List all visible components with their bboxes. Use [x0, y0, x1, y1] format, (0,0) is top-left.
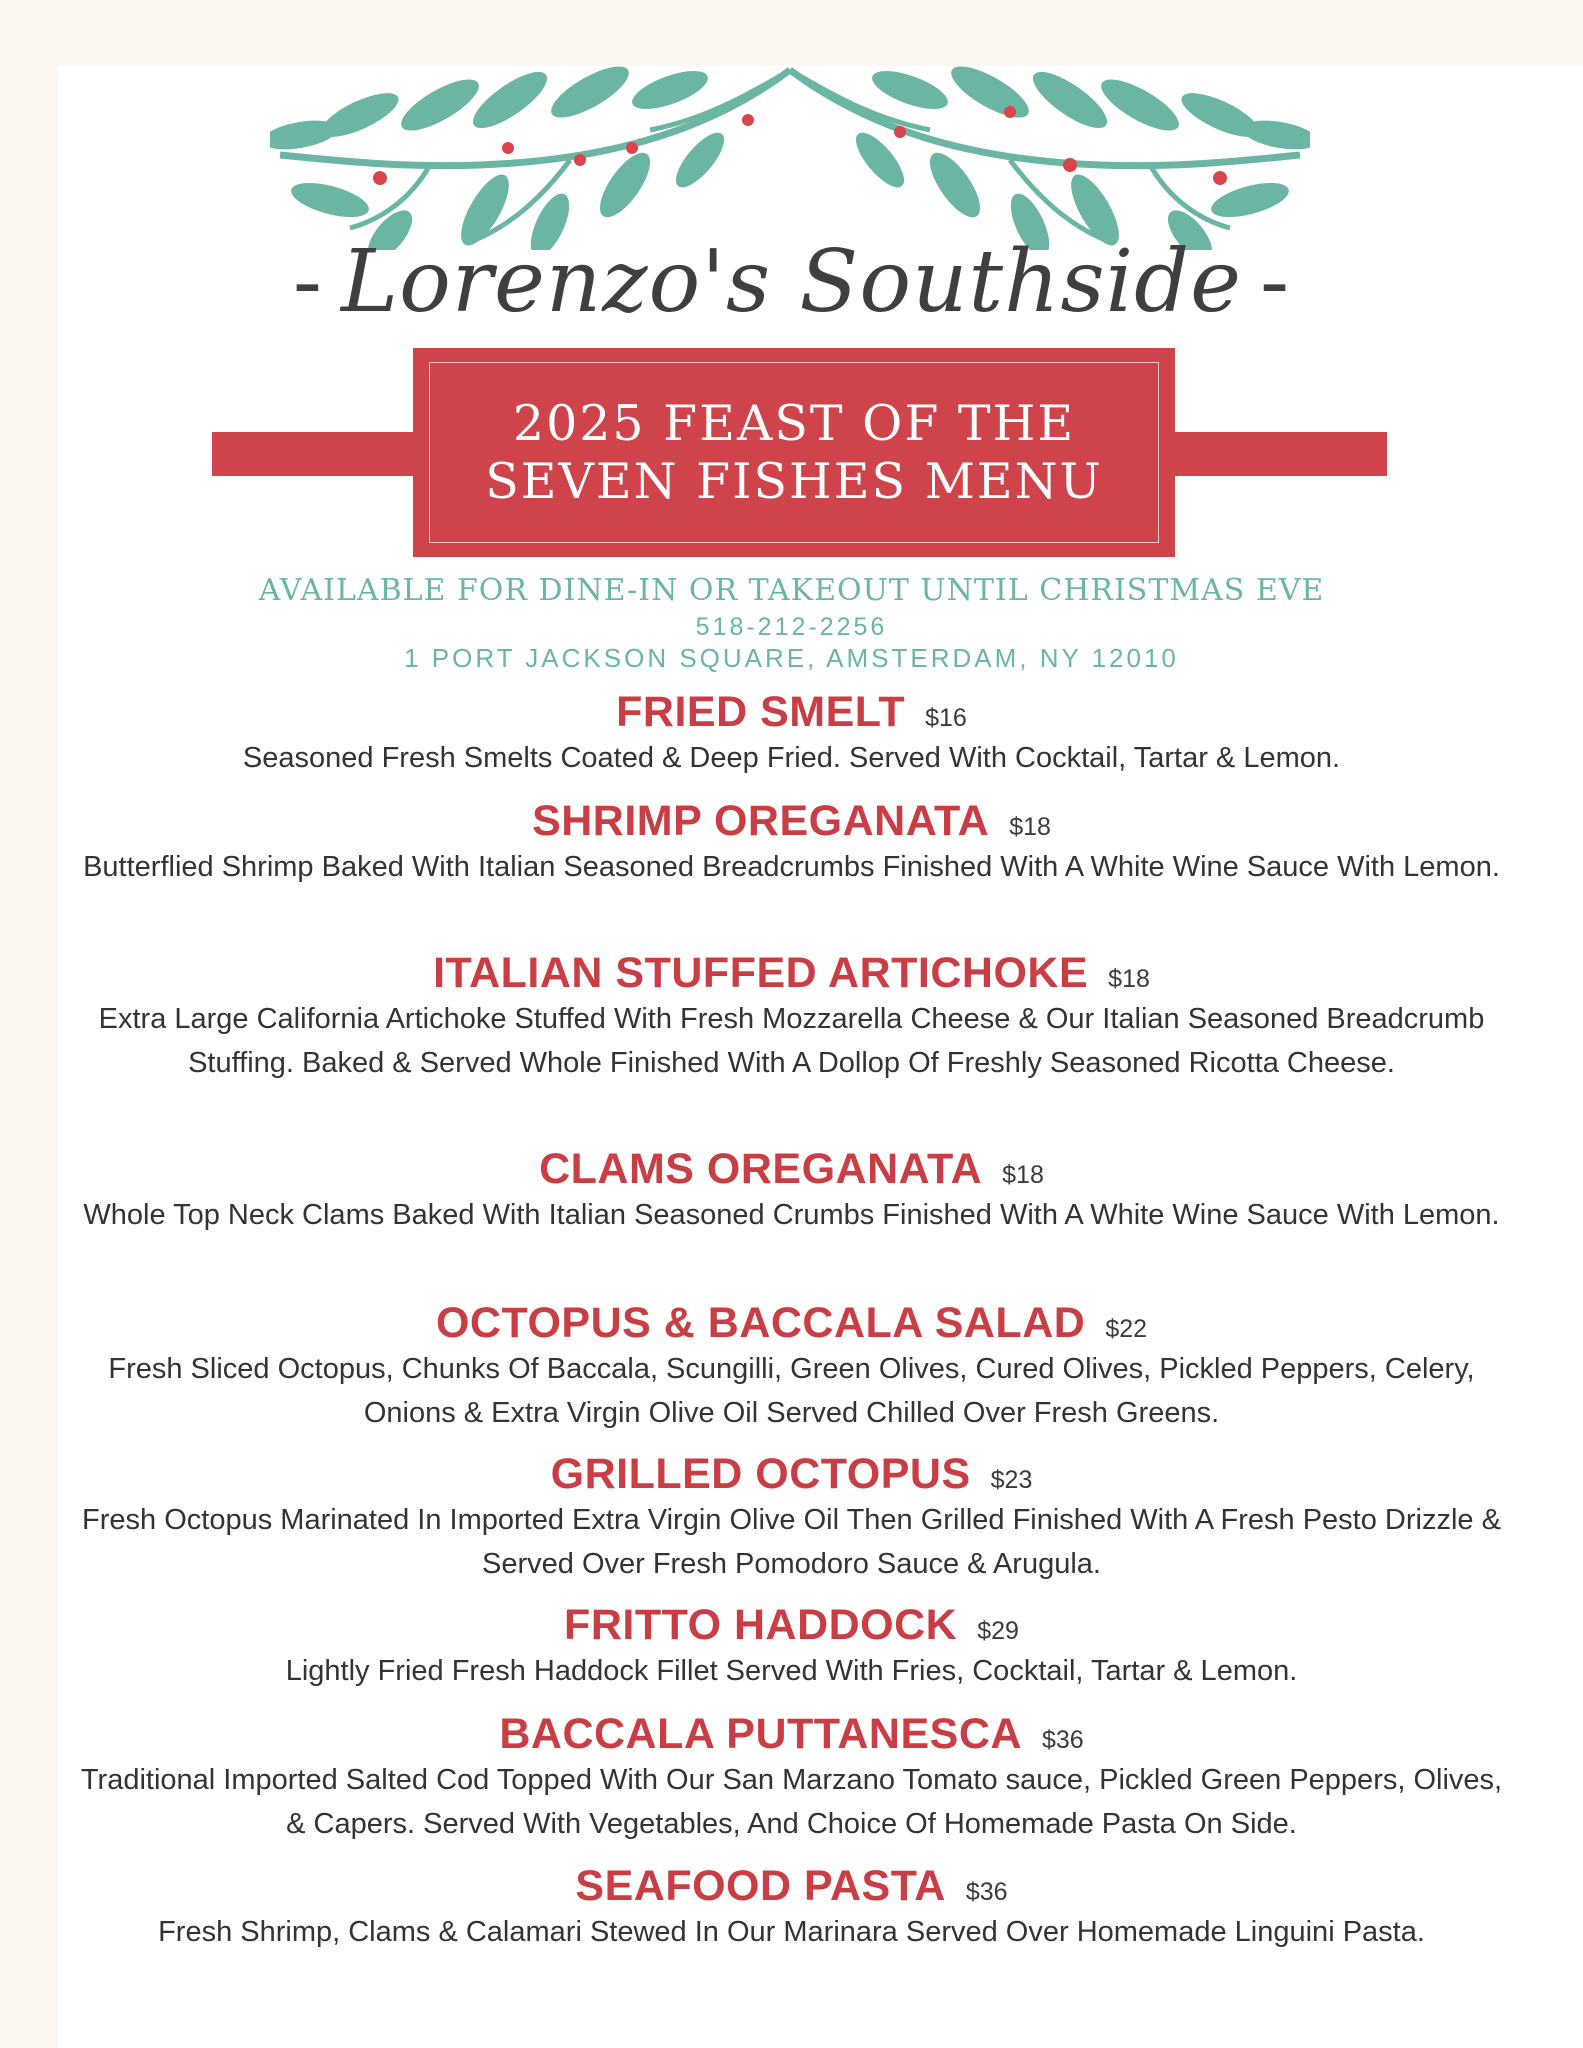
menu-item-fried-smelt	[70, 688, 1513, 780]
item-price: $18	[1009, 813, 1051, 841]
menu-item-seafood-pasta	[70, 1862, 1513, 1954]
availability-note: AVAILABLE FOR DINE-IN OR TAKEOUT UNTIL CHRISTMAS EVE	[258, 573, 1325, 608]
item-name: GRILLED OCTOPUS	[550, 1450, 971, 1498]
item-heading	[70, 1299, 1513, 1347]
olive-branch-garland-icon	[270, 50, 1310, 250]
item-description: Whole Top Neck Clams Baked With Italian Seasoned Crumbs Finished With A White Wine Sauce With Lemon.	[83, 1199, 1500, 1231]
item-description: Fresh Sliced Octopus, Chunks Of Baccala, Scungilli, Green Olives, Cured Olives, Pickled Peppers, Celery, Onions & Extra Virgin Olive Oil Served Chilled Over Fresh Greens.	[108, 1353, 1475, 1429]
title-banner-frame	[429, 362, 1159, 543]
menu-item-fritto-haddock	[70, 1601, 1513, 1693]
item-name: SEAFOOD PASTA	[575, 1862, 946, 1910]
item-description: Fresh Shrimp, Clams & Calamari Stewed In Our Marinara Served Over Homemade Linguini Pasta.	[158, 1916, 1425, 1948]
title-banner	[413, 348, 1175, 557]
restaurant-name-text: Lorenzo's Southside	[340, 232, 1243, 332]
item-name: OCTOPUS & BACCALA SALAD	[435, 1299, 1086, 1347]
item-description: Extra Large California Artichoke Stuffed With Fresh Mozzarella Cheese & Our Italian Seasoned Breadcrumb Stuffing. Baked & Served Whole Finished With A Dollop Of Freshly Seasoned Ricotta Cheese.	[98, 1003, 1485, 1079]
menu-item-grilled-octopus	[70, 1450, 1513, 1586]
menu-title-line-2: SEVEN FISHES MENU	[485, 452, 1103, 510]
item-price: $22	[1105, 1315, 1148, 1343]
item-price: $23	[990, 1466, 1033, 1494]
item-price: $18	[1002, 1161, 1044, 1189]
left-dash: -	[292, 232, 323, 332]
item-description: Fresh Octopus Marinated In Imported Extra Virgin Olive Oil Then Grilled Finished With A Fresh Pesto Drizzle & Served Over Fresh Pomodoro Sauce & Arugula.	[82, 1504, 1501, 1580]
menu-item-octopus-baccala-salad	[70, 1299, 1513, 1435]
item-description: Traditional Imported Salted Cod Topped With Our San Marzano Tomato sauce, Pickled Green Peppers, Olives, & Capers. Served With Vegetables, And Choice Of Homemade Pasta On Side.	[80, 1764, 1503, 1840]
item-description: Seasoned Fresh Smelts Coated & Deep Fried. Served With Cocktail, Tartar & Lemon.	[242, 742, 1341, 774]
item-name: ITALIAN STUFFED ARTICHOKE	[433, 949, 1089, 997]
item-heading	[70, 1601, 1513, 1649]
item-heading	[70, 1710, 1513, 1758]
item-name: BACCALA PUTTANESCA	[499, 1710, 1022, 1758]
item-heading	[70, 949, 1513, 997]
item-price: $29	[977, 1617, 1019, 1645]
item-heading	[70, 1450, 1513, 1498]
item-heading	[70, 1145, 1513, 1193]
item-price: $16	[925, 704, 967, 732]
item-name: CLAMS OREGANATA	[539, 1145, 983, 1193]
item-description: Butterflied Shrimp Baked With Italian Seasoned Breadcrumbs Finished With A White Wine Sauce With Lemon.	[83, 851, 1500, 883]
menu-item-shrimp-oreganata	[70, 797, 1513, 889]
menu-item-baccala-puttanesca	[70, 1710, 1513, 1846]
item-price: $18	[1108, 965, 1150, 993]
address: 1 PORT JACKSON SQUARE, AMSTERDAM, NY 12010	[404, 643, 1179, 673]
phone-number: 518-212-2256	[695, 613, 888, 641]
menu-item-clams-oreganata	[70, 1145, 1513, 1237]
item-name: SHRIMP OREGANATA	[532, 797, 990, 845]
item-heading	[70, 1862, 1513, 1910]
item-heading	[70, 688, 1513, 736]
item-heading	[70, 797, 1513, 845]
menu-title-line-1: 2025 FEAST OF THE	[512, 394, 1076, 452]
menu-item-italian-stuffed-artichoke	[70, 949, 1513, 1085]
item-name: FRITTO HADDOCK	[564, 1601, 958, 1649]
item-price: $36	[965, 1878, 1008, 1906]
item-name: FRIED SMELT	[616, 688, 906, 736]
restaurant-name	[0, 232, 1583, 332]
item-price: $36	[1041, 1726, 1084, 1754]
right-dash: -	[1260, 232, 1291, 332]
item-description: Lightly Fried Fresh Haddock Fillet Served With Fries, Cocktail, Tartar & Lemon.	[285, 1655, 1298, 1687]
